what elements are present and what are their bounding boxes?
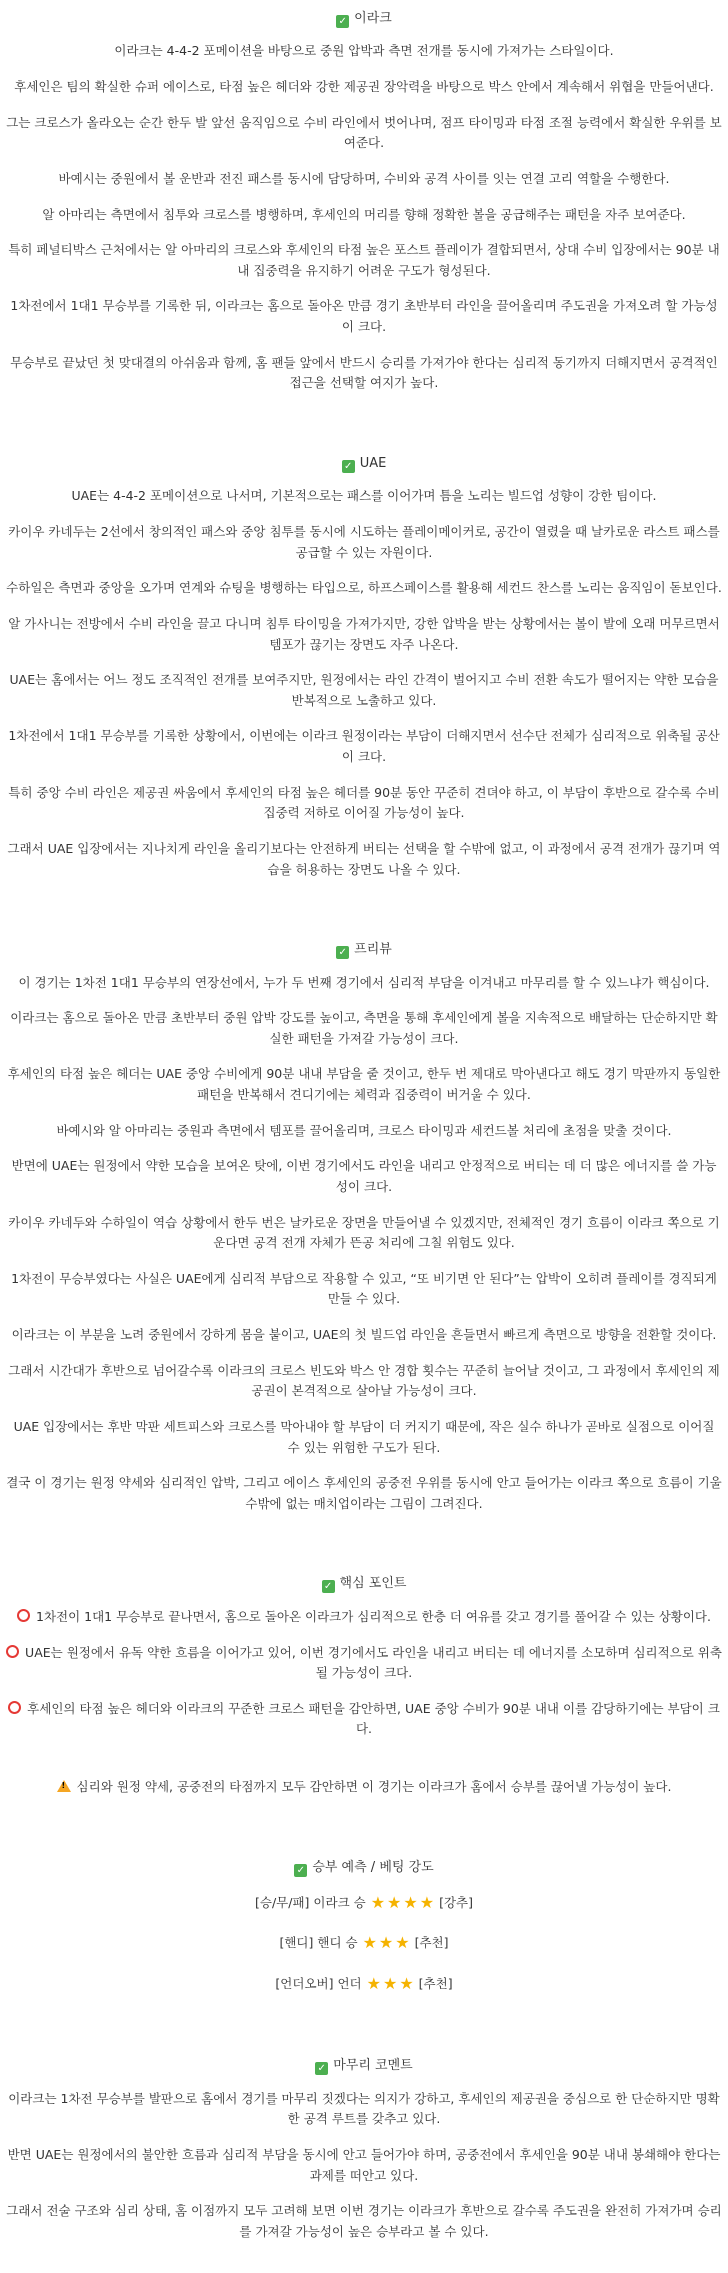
paragraph: 카이우 카네두와 수하일이 역습 상황에서 한두 번은 날카로운 장면을 만들어낼 수 있겠지만, 전체적인 경기 흐름이 이라크 쪽으로 기운다면 공격 전개 자체가 뜬공 처리에 그칠 위험도 있다. — [8, 1214, 720, 1251]
section-title: 핵심 포인트 — [339, 1576, 407, 1592]
paragraph: 그래서 전술 구조와 심리 상태, 홈 이점까지 모두 고려해 보면 이번 경기는 이라크가 후반으로 갈수록 주도권을 완전히 가져가며 승리를 가져갈 가능성이 높은 승부라고 볼 수 있다. — [6, 2203, 722, 2239]
bet-strength: [강추] — [439, 1895, 473, 1911]
paragraph: 그래서 시간대가 후반으로 넘어갈수록 이라크의 크로스 빈도와 박스 안 경합 횟수는 꾸준히 늘어날 것이고, 그 과정에서 후세인의 제공권이 본격적으로 살아날 가능성이 크다. — [8, 1362, 720, 1399]
paragraph: 무승부로 끝났던 첫 맞대결의 아쉬움과 함께, 홈 팬들 앞에서 반드시 승리를 가져가야 한다는 심리적 동기까지 더해지면서 공격적인 접근을 선택할 여지가 높다. — [10, 354, 718, 391]
key-point-item — [4, 1699, 724, 1740]
star-rating — [366, 1973, 415, 1993]
paragraph: 이라크는 이 부분을 노려 중원에서 강하게 몸을 붙이고, UAE의 첫 빌드업 라인을 흔들면서 빠르게 측면으로 방향을 전환할 것이다. — [11, 1327, 717, 1343]
paragraph: 이라크는 4-4-2 포메이션을 바탕으로 중원 압박과 측면 전개를 동시에 가져가는 스타일이다. — [114, 43, 614, 59]
key-point-text: 1차전이 1대1 무승부로 끝나면서, 홈으로 돌아온 이라크가 심리적으로 한층 더 여유를 갖고 경기를 풀어갈 수 있는 상황이다. — [36, 1608, 711, 1624]
section-key-points — [4, 1573, 724, 1797]
check-icon: ✓ — [336, 946, 349, 959]
paragraph-list — [4, 486, 724, 880]
star-icon: ★ — [387, 1893, 402, 1913]
paragraph: 그는 크로스가 올라오는 순간 한두 발 앞선 움직임으로 수비 라인에서 벗어나며, 점프 타이밍과 타점 조절 능력에서 확실한 우위를 보여준다. — [6, 114, 722, 151]
section-title: 이라크 — [354, 11, 392, 26]
star-rating — [370, 1893, 435, 1913]
check-icon: ✓ — [294, 1864, 307, 1877]
warning-note — [4, 1777, 724, 1798]
paragraph-list — [4, 41, 724, 394]
bet-list — [4, 1890, 724, 1997]
paragraph-list — [4, 973, 724, 1515]
paragraph: 알 가사니는 전방에서 수비 라인을 끌고 다니며 침투 타이밍을 가져가지만, 강한 압박을 받는 상황에서는 볼이 발에 오래 머무르면서 템포가 끊기는 장면도 자주 나온다. — [8, 615, 720, 652]
paragraph-list — [4, 2089, 724, 2243]
section-betting — [4, 1857, 724, 1998]
bet-row — [4, 1971, 724, 1997]
star-icon: ★ — [382, 1973, 398, 1993]
paragraph: 후세인의 타점 높은 헤더는 UAE 중앙 수비에게 90분 내내 부담을 줄 것이고, 한두 번 제대로 막아낸다고 해도 경기 막판까지 동일한 패턴을 반복해서 견디기에는 체력과 집중력이 버거울 수 있다. — [7, 1066, 721, 1103]
paragraph: 이 경기는 1차전 1대1 무승부의 연장선에서, 누가 두 번째 경기에서 심리적 부담을 이겨내고 마무리를 할 수 있느냐가 핵심이다. — [18, 974, 710, 990]
section-heading — [4, 453, 724, 474]
paragraph: 반면에 UAE는 원정에서 약한 모습을 보여온 탓에, 이번 경기에서도 라인을 내리고 안정적으로 버티는 데 더 많은 에너지를 쓸 가능성이 크다. — [11, 1158, 717, 1194]
section-closing — [4, 2055, 724, 2242]
section-title: UAE — [359, 455, 387, 471]
bet-strength: [추천] — [418, 1975, 453, 1991]
section-uae — [4, 453, 724, 880]
check-icon: ✓ — [322, 1580, 335, 1593]
bet-row — [4, 1930, 724, 1956]
star-rating — [362, 1933, 411, 1953]
bet-pick: 언더 — [337, 1975, 362, 1991]
section-title: 마무리 코멘트 — [333, 2058, 413, 2074]
star-icon: ★ — [395, 1933, 410, 1953]
star-icon: ★ — [403, 1893, 418, 1913]
paragraph: 결국 이 경기는 원정 약세와 심리적인 압박, 그리고 에이스 후세인의 공중전 우위를 동시에 안고 들어가는 이라크 쪽으로 흐름이 기울 수밖에 없는 매치업이라는 그림이 그려진다. — [6, 1475, 722, 1511]
red-circle-icon — [17, 1609, 30, 1622]
red-circle-icon — [6, 1645, 19, 1658]
paragraph: 후세인은 팀의 확실한 슈퍼 에이스로, 타점 높은 헤더와 강한 제공권 장악력을 바탕으로 박스 안에서 계속해서 위협을 만들어낸다. — [14, 79, 714, 95]
paragraph: 이라크는 1차전 무승부를 발판으로 홈에서 경기를 마무리 짓겠다는 의지가 강하고, 후세인의 제공권을 중심으로 한 단순하지만 명확한 공격 루트를 갖추고 있다. — [8, 2090, 720, 2127]
paragraph: UAE는 4-4-2 포메이션으로 나서며, 기본적으로는 패스를 이어가며 틈을 노리는 빌드업 성향이 강한 팀이다. — [71, 488, 657, 504]
section-heading — [4, 939, 724, 960]
star-icon: ★ — [378, 1933, 394, 1953]
star-icon: ★ — [419, 1893, 435, 1913]
bet-pick: 핸디 승 — [317, 1935, 358, 1951]
bet-category: [핸디] — [279, 1935, 314, 1951]
bet-pick: 이라크 승 — [313, 1895, 366, 1911]
check-icon: ✓ — [342, 460, 355, 473]
star-icon: ★ — [366, 1973, 381, 1993]
paragraph: 카이우 카네두는 2선에서 창의적인 패스와 중앙 침투를 동시에 시도하는 플레이메이커로, 공간이 열렸을 때 날카로운 라스트 패스를 공급할 수 있는 자원이다. — [8, 524, 720, 560]
paragraph: 바예시와 알 아마리는 중원과 측면에서 템포를 끌어올리며, 크로스 타이밍과 세컨드볼 처리에 초점을 맞출 것이다. — [56, 1122, 672, 1138]
section-heading — [4, 1857, 724, 1878]
paragraph: 1차전에서 1대1 무승부를 기록한 뒤, 이라크는 홈으로 돌아온 만큼 경기 초반부터 라인을 끌어올리며 주도권을 가져오려 할 가능성이 크다. — [10, 298, 718, 335]
bet-strength: [추천] — [414, 1935, 449, 1951]
paragraph: 1차전이 무승부였다는 사실은 UAE에게 심리적 부담으로 작용할 수 있고, “또 비기면 안 된다”는 압박이 오히려 플레이를 경직되게 만들 수 있다. — [11, 1270, 717, 1307]
star-icon: ★ — [370, 1893, 386, 1913]
check-icon: ✓ — [315, 2062, 328, 2075]
paragraph: 1차전에서 1대1 무승부를 기록한 상황에서, 이번에는 이라크 원정이라는 부담이 더해지면서 선수단 전체가 심리적으로 위축될 공산이 크다. — [8, 728, 720, 764]
star-icon: ★ — [362, 1933, 377, 1953]
key-point-item — [4, 1643, 724, 1684]
paragraph: 이라크는 홈으로 돌아온 만큼 초반부터 중원 압박 강도를 높이고, 측면을 통해 후세인에게 볼을 지속적으로 배달하는 단순하지만 확실한 패턴을 가져갈 가능성이 크다. — [10, 1010, 718, 1046]
warning-text: 심리와 원정 약세, 공중전의 타점까지 모두 감안하면 이 경기는 이라크가 홈에서 승부를 끊어낼 가능성이 높다. — [76, 1779, 672, 1794]
section-heading — [4, 2055, 724, 2076]
paragraph: 수하일은 측면과 중앙을 오가며 연계와 슈팅을 병행하는 타입으로, 하프스페이스를 활용해 세컨드 찬스를 노리는 움직임이 돋보인다. — [6, 580, 722, 596]
warning-icon — [57, 1780, 71, 1792]
paragraph: 바예시는 중원에서 볼 운반과 전진 패스를 동시에 담당하며, 수비와 공격 사이를 잇는 연결 고리 역할을 수행한다. — [58, 170, 670, 186]
page — [0, 8, 728, 2273]
paragraph: 특히 중앙 수비 라인은 제공권 싸움에서 후세인의 타점 높은 헤더를 90분 동안 꾸준히 견뎌야 하고, 이 부담이 후반으로 갈수록 수비 집중력 저하로 이어질 가능성이 높다. — [8, 784, 720, 821]
key-point-item — [4, 1607, 724, 1628]
paragraph: 알 아마리는 측면에서 침투와 크로스를 병행하며, 후세인의 머리를 향해 정확한 볼을 공급해주는 패턴을 자주 보여준다. — [42, 206, 686, 222]
paragraph: 특히 페널티박스 근처에서는 알 아마리의 크로스와 후세인의 타점 높은 포스트 플레이가 결합되면서, 상대 수비 입장에서는 90분 내내 집중력을 유지하기 어려운 구도가 형성된다. — [8, 242, 720, 278]
red-circle-icon — [8, 1701, 21, 1714]
section-title: 승부 예측 / 베팅 강도 — [312, 1859, 434, 1875]
bet-category: [언더오버] — [275, 1975, 334, 1991]
paragraph: UAE 입장에서는 후반 막판 세트피스와 크로스를 막아내야 할 부담이 더 커지기 때문에, 작은 실수 하나가 곧바로 실점으로 이어질 수 있는 위험한 구도가 된다. — [13, 1418, 715, 1455]
section-iraq — [4, 8, 724, 394]
section-heading — [4, 1573, 724, 1594]
star-icon: ★ — [399, 1973, 414, 1993]
bet-row — [4, 1890, 724, 1916]
section-title: 프리뷰 — [354, 942, 392, 958]
key-point-text: 후세인의 타점 높은 헤더와 이라크의 꾸준한 크로스 패턴을 감안하면, UAE 중앙 수비가 90분 내내 이를 감당하기에는 부담이 크다. — [27, 1700, 720, 1737]
check-icon: ✓ — [336, 15, 349, 28]
section-heading — [4, 8, 724, 29]
paragraph: UAE는 홈에서는 어느 정도 조직적인 전개를 보여주지만, 원정에서는 라인 간격이 벌어지고 수비 전환 속도가 떨어지는 약한 모습을 반복적으로 노출하고 있다. — [9, 672, 719, 708]
paragraph: 반면 UAE는 원정에서의 불안한 흐름과 심리적 부담을 동시에 안고 들어가야 하며, 공중전에서 후세인을 90분 내내 봉쇄해야 한다는 과제를 떠안고 있다. — [7, 2146, 721, 2183]
key-point-text: UAE는 원정에서 유독 약한 흐름을 이어가고 있어, 이번 경기에서도 라인을 내리고 버티는 데 에너지를 소모하며 심리적으로 위축될 가능성이 크다. — [25, 1644, 722, 1681]
bet-category: [승/무/패] — [255, 1895, 310, 1911]
key-point-list — [4, 1607, 724, 1740]
section-preview — [4, 939, 724, 1514]
paragraph: 그래서 UAE 입장에서는 지나치게 라인을 올리기보다는 안전하게 버티는 선택을 할 수밖에 없고, 이 과정에서 공격 전개가 끊기며 역습을 허용하는 장면도 나올 수 있다. — [7, 840, 721, 877]
